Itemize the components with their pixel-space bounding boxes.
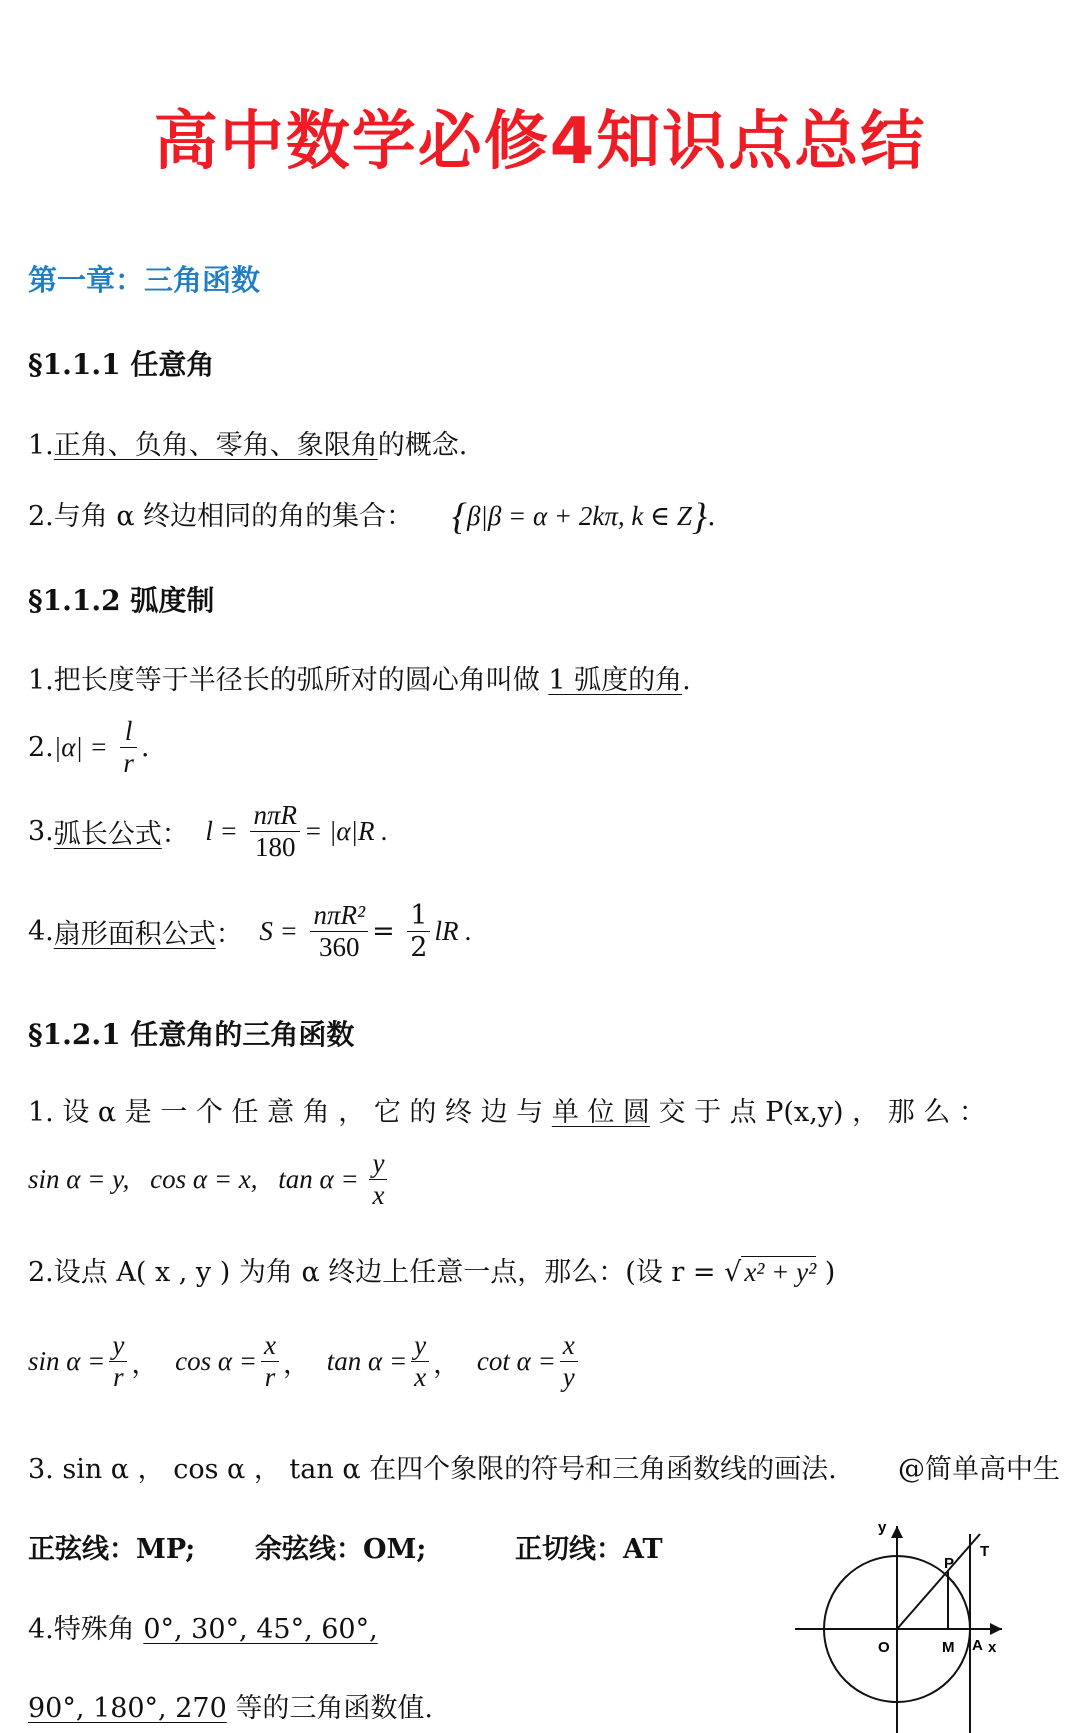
area-fraction-1 bbox=[310, 900, 368, 963]
frac-num: 1 bbox=[407, 900, 430, 932]
comma: ， bbox=[131, 1349, 159, 1380]
s121-l1-b: 交 于 点 P(x,y) ， 那 么 ： bbox=[658, 1097, 986, 1128]
s121-line-5 bbox=[28, 1686, 433, 1725]
cot-lhs: cot α = bbox=[476, 1346, 556, 1377]
tangent-line-label: 正切线：AT bbox=[515, 1534, 663, 1565]
cot-fraction bbox=[560, 1330, 578, 1393]
arc-rhs: = |α|R . bbox=[303, 816, 388, 847]
sector-area-label: 扇形面积公式 bbox=[53, 919, 216, 951]
frac-den: 180 bbox=[254, 832, 296, 863]
coterminal-set-formula: {β|β = α + 2kπ, k ∈ Z} bbox=[451, 496, 708, 538]
section-1-1-2-heading: §1.1.2 弧度制 bbox=[28, 584, 215, 617]
l-over-r-fraction bbox=[120, 716, 137, 779]
unit-circle-diagram bbox=[790, 1510, 1010, 1733]
page-title: 高中数学必修4知识点总结 bbox=[153, 105, 927, 179]
cosine-line-label: 余弦线：OM; bbox=[255, 1534, 427, 1565]
area-fraction-2 bbox=[407, 900, 430, 963]
cos-fraction bbox=[261, 1330, 279, 1393]
x-axis-arrow bbox=[990, 1623, 1002, 1635]
a-label: A bbox=[972, 1637, 983, 1654]
s121-l2-end: ) bbox=[824, 1257, 836, 1288]
origin-label: O bbox=[878, 1639, 890, 1656]
frac-den: r bbox=[264, 1362, 276, 1393]
s112-line-4 bbox=[28, 900, 472, 963]
s121-line-1 bbox=[28, 1090, 986, 1129]
unit-circle-defs bbox=[28, 1148, 391, 1211]
frac-den: r bbox=[123, 748, 134, 779]
chapter-heading: 第一章：三角函数 bbox=[28, 263, 261, 297]
area-eq: = bbox=[372, 916, 395, 948]
arc-fraction bbox=[250, 800, 300, 863]
s112-line-2 bbox=[28, 716, 149, 779]
frac-num: y bbox=[411, 1330, 429, 1362]
s112-line-1 bbox=[28, 658, 691, 697]
area-rhs: lR . bbox=[434, 916, 472, 947]
radicand: x² + y² bbox=[741, 1256, 816, 1287]
s112-l1-text: 1.把长度等于半径长的弧所对的圆心角叫做 bbox=[28, 665, 549, 696]
special-angles-2: 90°, 180°, 270 bbox=[28, 1693, 227, 1724]
comma: ， bbox=[433, 1349, 461, 1380]
angle-types: 正角、负角、零角、象限角 bbox=[53, 430, 378, 461]
s121-line-2: 2.设点 A( x , y ) 为角 α 终边上任意一点，那么：(设 r = √ x² + y² ) bbox=[28, 1257, 836, 1288]
frac-num: nπR bbox=[250, 800, 300, 832]
x-label: x bbox=[988, 1639, 997, 1656]
frac-num: y bbox=[369, 1148, 387, 1180]
frac-num: x bbox=[560, 1330, 578, 1362]
s112-l3-num: 3. bbox=[28, 816, 54, 848]
sine-line-label: 正弦线：MP; bbox=[28, 1534, 196, 1565]
s111-line-2 bbox=[28, 494, 716, 539]
s111-l1-rest: 的概念. bbox=[377, 430, 468, 461]
sin-lhs: sin α = bbox=[28, 1346, 106, 1377]
special-angles-1: 0°, 30°, 45°, 60°, bbox=[143, 1614, 378, 1645]
radian-def: 1 弧度的角 bbox=[548, 665, 683, 696]
frac-num: l bbox=[120, 716, 137, 748]
frac-num: y bbox=[109, 1330, 127, 1362]
frac-den: 360 bbox=[319, 932, 360, 963]
s121-l4-num: 4.特殊角 bbox=[28, 1614, 144, 1645]
section-1-2-1-heading: §1.2.1 任意角的三角函数 bbox=[28, 1018, 355, 1051]
sin-def: sin α = y, bbox=[28, 1164, 130, 1195]
watermark: @简单高中生 bbox=[898, 1454, 1060, 1485]
s112-l2-end: . bbox=[140, 732, 150, 764]
s112-l2-num: 2. bbox=[28, 732, 54, 764]
cos-def: cos α = x, bbox=[150, 1164, 258, 1195]
frac-den: 2 bbox=[410, 932, 428, 964]
s121-l3-text: 3. sin α ， cos α ， tan α 在四个象限的符号和三角函数线的画法. bbox=[28, 1454, 837, 1485]
p-label: P bbox=[944, 1555, 955, 1572]
s111-line-1 bbox=[28, 423, 467, 462]
general-defs bbox=[28, 1330, 582, 1393]
tan-fraction-2 bbox=[411, 1330, 429, 1393]
tan-fraction bbox=[369, 1148, 387, 1211]
tan-lhs: tan α = bbox=[326, 1346, 408, 1377]
s121-l5-rest: 等的三角函数值. bbox=[226, 1693, 433, 1724]
s111-l2-text: 2.与角 α 终边相同的角的集合： bbox=[28, 501, 414, 532]
frac-den: y bbox=[562, 1362, 575, 1393]
abs-alpha: |α| = bbox=[53, 732, 108, 763]
set-body: β|β = α + 2kπ, k ∈ Z bbox=[466, 501, 692, 531]
comma: ， bbox=[283, 1349, 311, 1380]
s121-line-4 bbox=[28, 1607, 378, 1646]
sin-fraction bbox=[109, 1330, 127, 1393]
frac-den: r bbox=[113, 1362, 124, 1393]
area-lhs: S = bbox=[259, 916, 298, 947]
arc-length-label: 弧长公式 bbox=[53, 819, 162, 851]
s121-l2-text: 2.设点 A( x , y ) 为角 α 终边上任意一点，那么：(设 r = bbox=[28, 1257, 716, 1288]
y-label: y bbox=[878, 1519, 887, 1536]
t-label: T bbox=[980, 1543, 990, 1560]
frac-num: x bbox=[261, 1330, 279, 1362]
m-label: M bbox=[942, 1639, 955, 1656]
unit-circle: 单 位 圆 bbox=[551, 1097, 650, 1128]
s112-l4-colon: ： bbox=[215, 919, 243, 951]
frac-num: nπR² bbox=[310, 900, 368, 932]
frac-den: x bbox=[414, 1362, 427, 1393]
tan-def: tan α = bbox=[278, 1164, 359, 1195]
s111-l2-end: . bbox=[707, 501, 716, 532]
s112-l1-end: . bbox=[682, 665, 691, 696]
arc-lhs: l = bbox=[205, 816, 238, 847]
section-1-1-1-heading: §1.1.1 任意角 bbox=[28, 348, 215, 381]
s112-l4-num: 4. bbox=[28, 916, 54, 948]
frac-den: x bbox=[372, 1180, 385, 1211]
cos-lhs: cos α = bbox=[175, 1346, 258, 1377]
s121-l1-a: 1. 设 α 是 一 个 任 意 角 ， 它 的 终 边 与 bbox=[28, 1097, 544, 1128]
terminal-side bbox=[897, 1534, 980, 1629]
s112-line-3 bbox=[28, 800, 388, 863]
s111-l1-num: 1. bbox=[28, 430, 54, 461]
y-axis-arrow bbox=[891, 1526, 903, 1538]
s121-line-3 bbox=[28, 1447, 837, 1486]
s112-l3-colon: ： bbox=[161, 819, 189, 851]
